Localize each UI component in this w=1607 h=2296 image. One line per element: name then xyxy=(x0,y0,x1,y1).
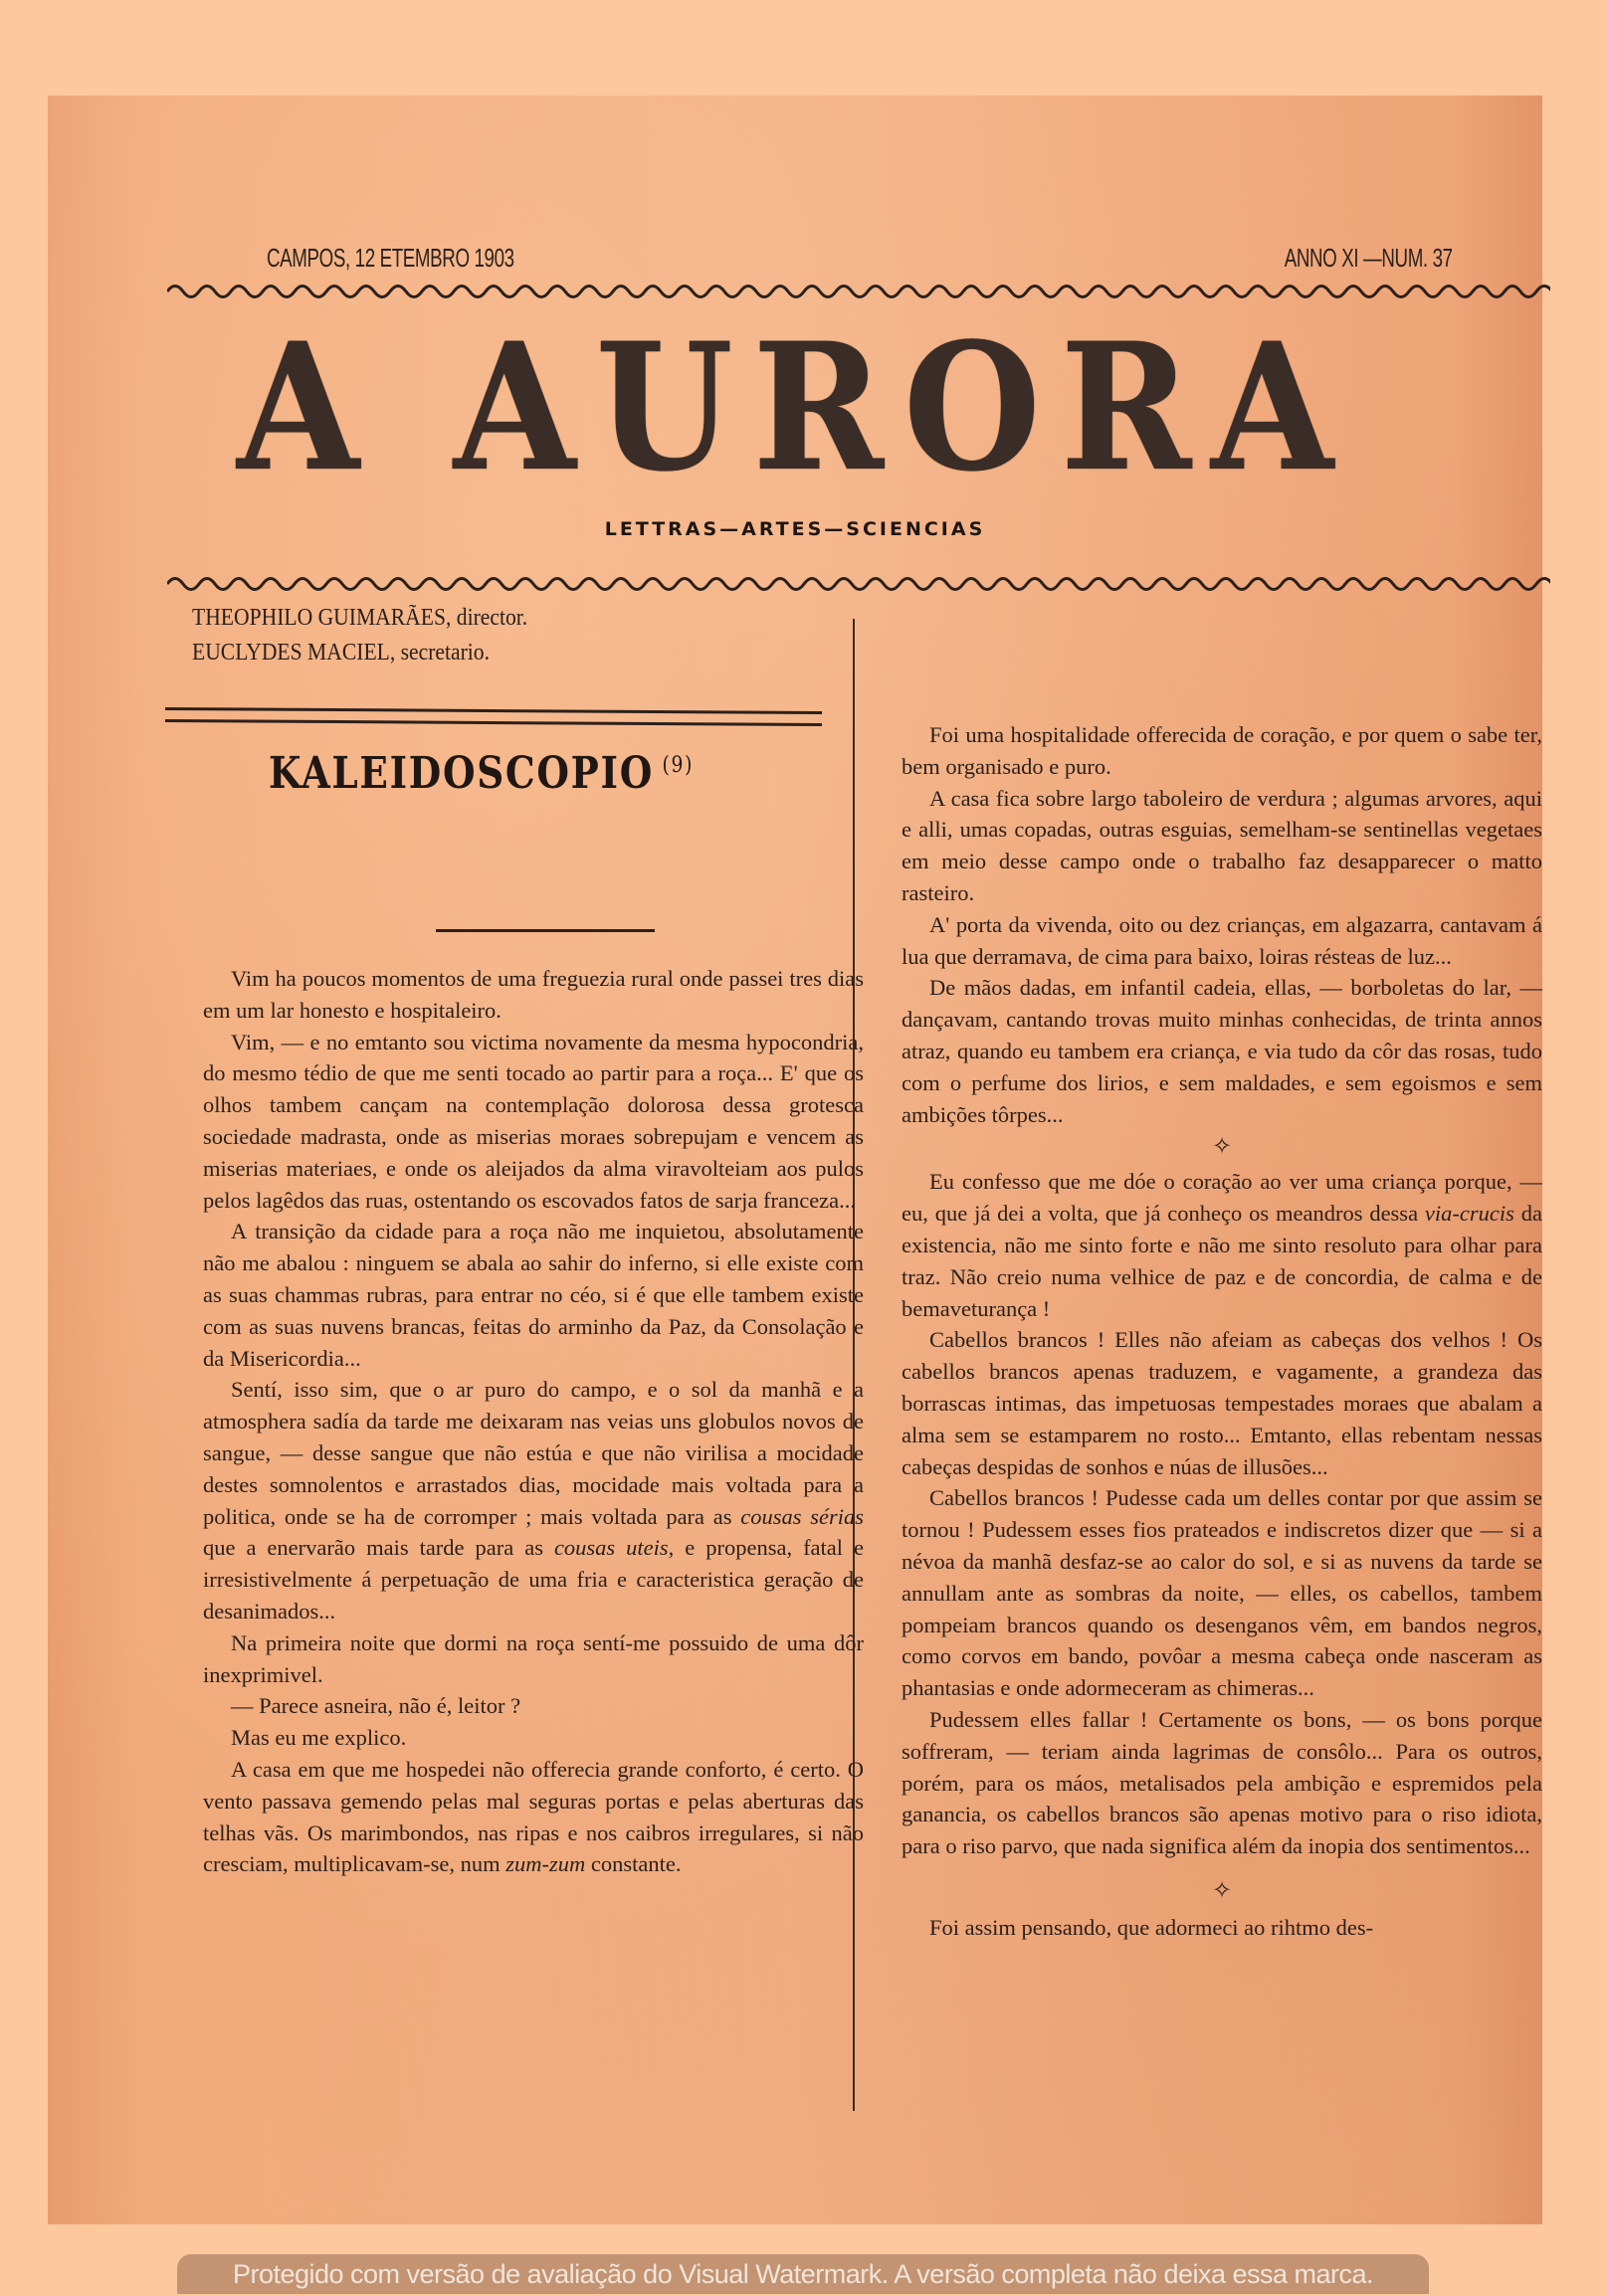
paragraph: Cabellos brancos ! Elles não afeiam as cabeças dos velhos ! Os cabellos brancos apenas traduzem, e vagamente, a grandeza das borrascas intimas, das impetuosas tempestades moraes que abalam a alma sem se estamparem no rosto... Emtanto, ellas rebentam nessas cabeças despidas de sonhos e núas de illusões... xyxy=(902,1327,1542,1479)
article-title-text: KALEIDOSCOPIO xyxy=(269,748,654,799)
italic-phrase: cousas sérias xyxy=(740,1503,864,1529)
text-run: da existencia, não me sinto forte e não me sinto resoluto para olhar para traz. Não creio numa velhice de paz e de concordia, de calma e de bemaveturança ! xyxy=(902,1201,1542,1321)
wave-ornament-top xyxy=(167,281,1550,302)
diamond-ornament-icon: ✧ xyxy=(1211,1877,1233,1904)
issue-number: ANNO XI —NUM. 37 xyxy=(1285,243,1453,273)
paragraph: Cabellos brancos ! Pudesse cada um delles contar por que assim se tornou ! Pudessem esses fios prateados e indiscretos dizer que — si a névoa da manhã desfaz-se ao calor do sol, e si as nuvens da tarde se annullam ante as sombras da noite, — elles, os cabellos, tambem pompeiam brancos quando os desenganos vêm, em bandos negros, como corvos em bando, povôar a mesma cabeça onde nasceram as phantasias e onde adormeceram as chimeras... xyxy=(902,1485,1542,1701)
text-run: A casa em que me hospedei não offerecia grande conforto, é certo. O vento passava gemendo pelas mal seguras portas e pelas aberturas das telhas vãs. Os marimbondos, nas ripas e nos caibros irregulares, si não cresciam, multiplicavam-se, num xyxy=(203,1756,864,1877)
text-run: Eu confesso que me dóe o coração ao ver uma criança porque, — eu, que já dei a volta, que já conheço os meandros dessa xyxy=(902,1169,1542,1227)
paragraph: De mãos dadas, em infantil cadeia, ellas, — borboletas do lar, — dançavam, cantando trovas muito minhas conhecidas, de trinta annos atraz, quando eu tambem era criança, e via tudo da côr das rosas, tudo com o perfume dos lirios, e sem maldades, e sem egoismos e sem ambições tôrpes... xyxy=(902,975,1542,1127)
paragraph: Na primeira noite que dormi na roça sentí-me possuido de uma dôr inexprimivel. xyxy=(203,1629,864,1687)
paragraph: A transição da cidade para a roça não me inquietou, absolutamente não me abalou : ninguem se abala ao sahir do inferno, si elle existe com as suas chammas rubras, para entrar no céo, si é que elle tambem existe com as suas nuvens brancas, feitas do arminho da Paz, da Consolação e da Misericordia... xyxy=(203,1219,864,1371)
paragraph xyxy=(902,1166,1542,1324)
newspaper-title: A AURORA xyxy=(237,304,1353,510)
text-run: que a enervarão mais tarde para as xyxy=(203,1535,554,1561)
staff-credits xyxy=(192,601,527,670)
dateline: CAMPOS, 12 ETEMBRO 1903 xyxy=(267,243,514,273)
paragraph: Mas eu me explico. xyxy=(231,1725,407,1751)
double-rule-divider xyxy=(165,707,822,726)
text-run: constante. xyxy=(585,1851,682,1877)
secretary-credit: EUCLYDES MACIEL, secretario. xyxy=(192,640,490,666)
watermark-banner: Protegido com versão de avaliação do Visual Watermark. A versão completa não deixa essa marca. xyxy=(177,2254,1429,2294)
paragraph xyxy=(203,1754,864,1880)
paragraph: Vim, — e no emtanto sou victima novamente da mesma hypocondria, do mesmo tédio de que me senti tocado ao partir para a roça... E' que os olhos tambem cançam na contemplação dolorosa dessa grotesca sociedade madrasta, onde as miserias moraes sobrepujam e vencem as miserias materiaes, e onde os aleijados da alma viravolteiam aos pulos pelos lagêdos das ruas, ostentando os escovados fatos de sarja franceza... xyxy=(203,1029,864,1213)
paragraph: Foi uma hospitalidade offerecida de coração, e por quem o sabe ter, bem organisado e puro. xyxy=(902,722,1542,779)
paragraph: Foi assim pensando, que adormeci ao rihtmo des- xyxy=(929,1914,1374,1940)
text-run: Sentí, isso sim, que o ar puro do campo, e o sol da manhã e a atmosphera sadía da tarde me deixaram nas veias uns globulos novos de sangue, — desse sangue que não estúa e que não virilisa a mocidade destes somnolentos e arrastados dias, mocidade mais voltada para a politica, onde se ha de corromper ; mais voltada para as xyxy=(203,1377,864,1529)
paragraph: Vim ha poucos momentos de uma freguezia rural onde passei tres dias em um lar honesto e hospitaleiro. xyxy=(203,966,864,1023)
italic-phrase: via-crucis xyxy=(1424,1201,1514,1227)
article-column-right xyxy=(902,719,1542,1944)
article-part-number: (9) xyxy=(662,753,695,779)
wave-ornament-bottom xyxy=(167,573,1550,595)
paragraph xyxy=(203,1374,864,1626)
diamond-ornament-icon: ✧ xyxy=(1211,1134,1233,1161)
director-credit: THEOPHILO GUIMARÃES, director. xyxy=(192,605,528,631)
paragraph: A' porta da vivenda, oito ou dez crianças, em algazarra, cantavam á lua que derramava, de cima para baixo, loiras résteas de luz... xyxy=(902,911,1542,969)
article-column-left xyxy=(203,963,864,1880)
italic-phrase: zum-zum xyxy=(505,1851,586,1877)
newspaper-subtitle: LETTRAS—ARTES—SCIENCIAS xyxy=(604,518,986,540)
article-title xyxy=(269,748,694,799)
text-run: , e propensa, fatal e irresistivelmente á perpetuação de uma fria e caracteristica geração de desanimados... xyxy=(203,1535,865,1624)
newspaper-page xyxy=(48,96,1542,2224)
paragraph: A casa fica sobre largo taboleiro de verdura ; algumas arvores, aqui e alli, umas copadas, outras esguias, semelham-se sentinellas vegetaes em meio desse campo onde o trabalho faz desapparecer o matto rasteiro. xyxy=(902,785,1542,905)
italic-phrase: cousas uteis xyxy=(553,1535,669,1561)
title-underline xyxy=(436,929,655,932)
paragraph: Pudessem elles fallar ! Certamente os bons, — os bons porque soffreram, — teriam ainda lagrimas de consôlo... Para os outros, porém, para os máos, metalisados pela ambição e espremidos pela ganancia, os cabellos brancos são apenas motivo para o riso idiota, para o riso parvo, que nada significa além da inopia dos sentimentos... xyxy=(902,1706,1542,1859)
paragraph: — Parece asneira, não é, leitor ? xyxy=(231,1693,521,1719)
